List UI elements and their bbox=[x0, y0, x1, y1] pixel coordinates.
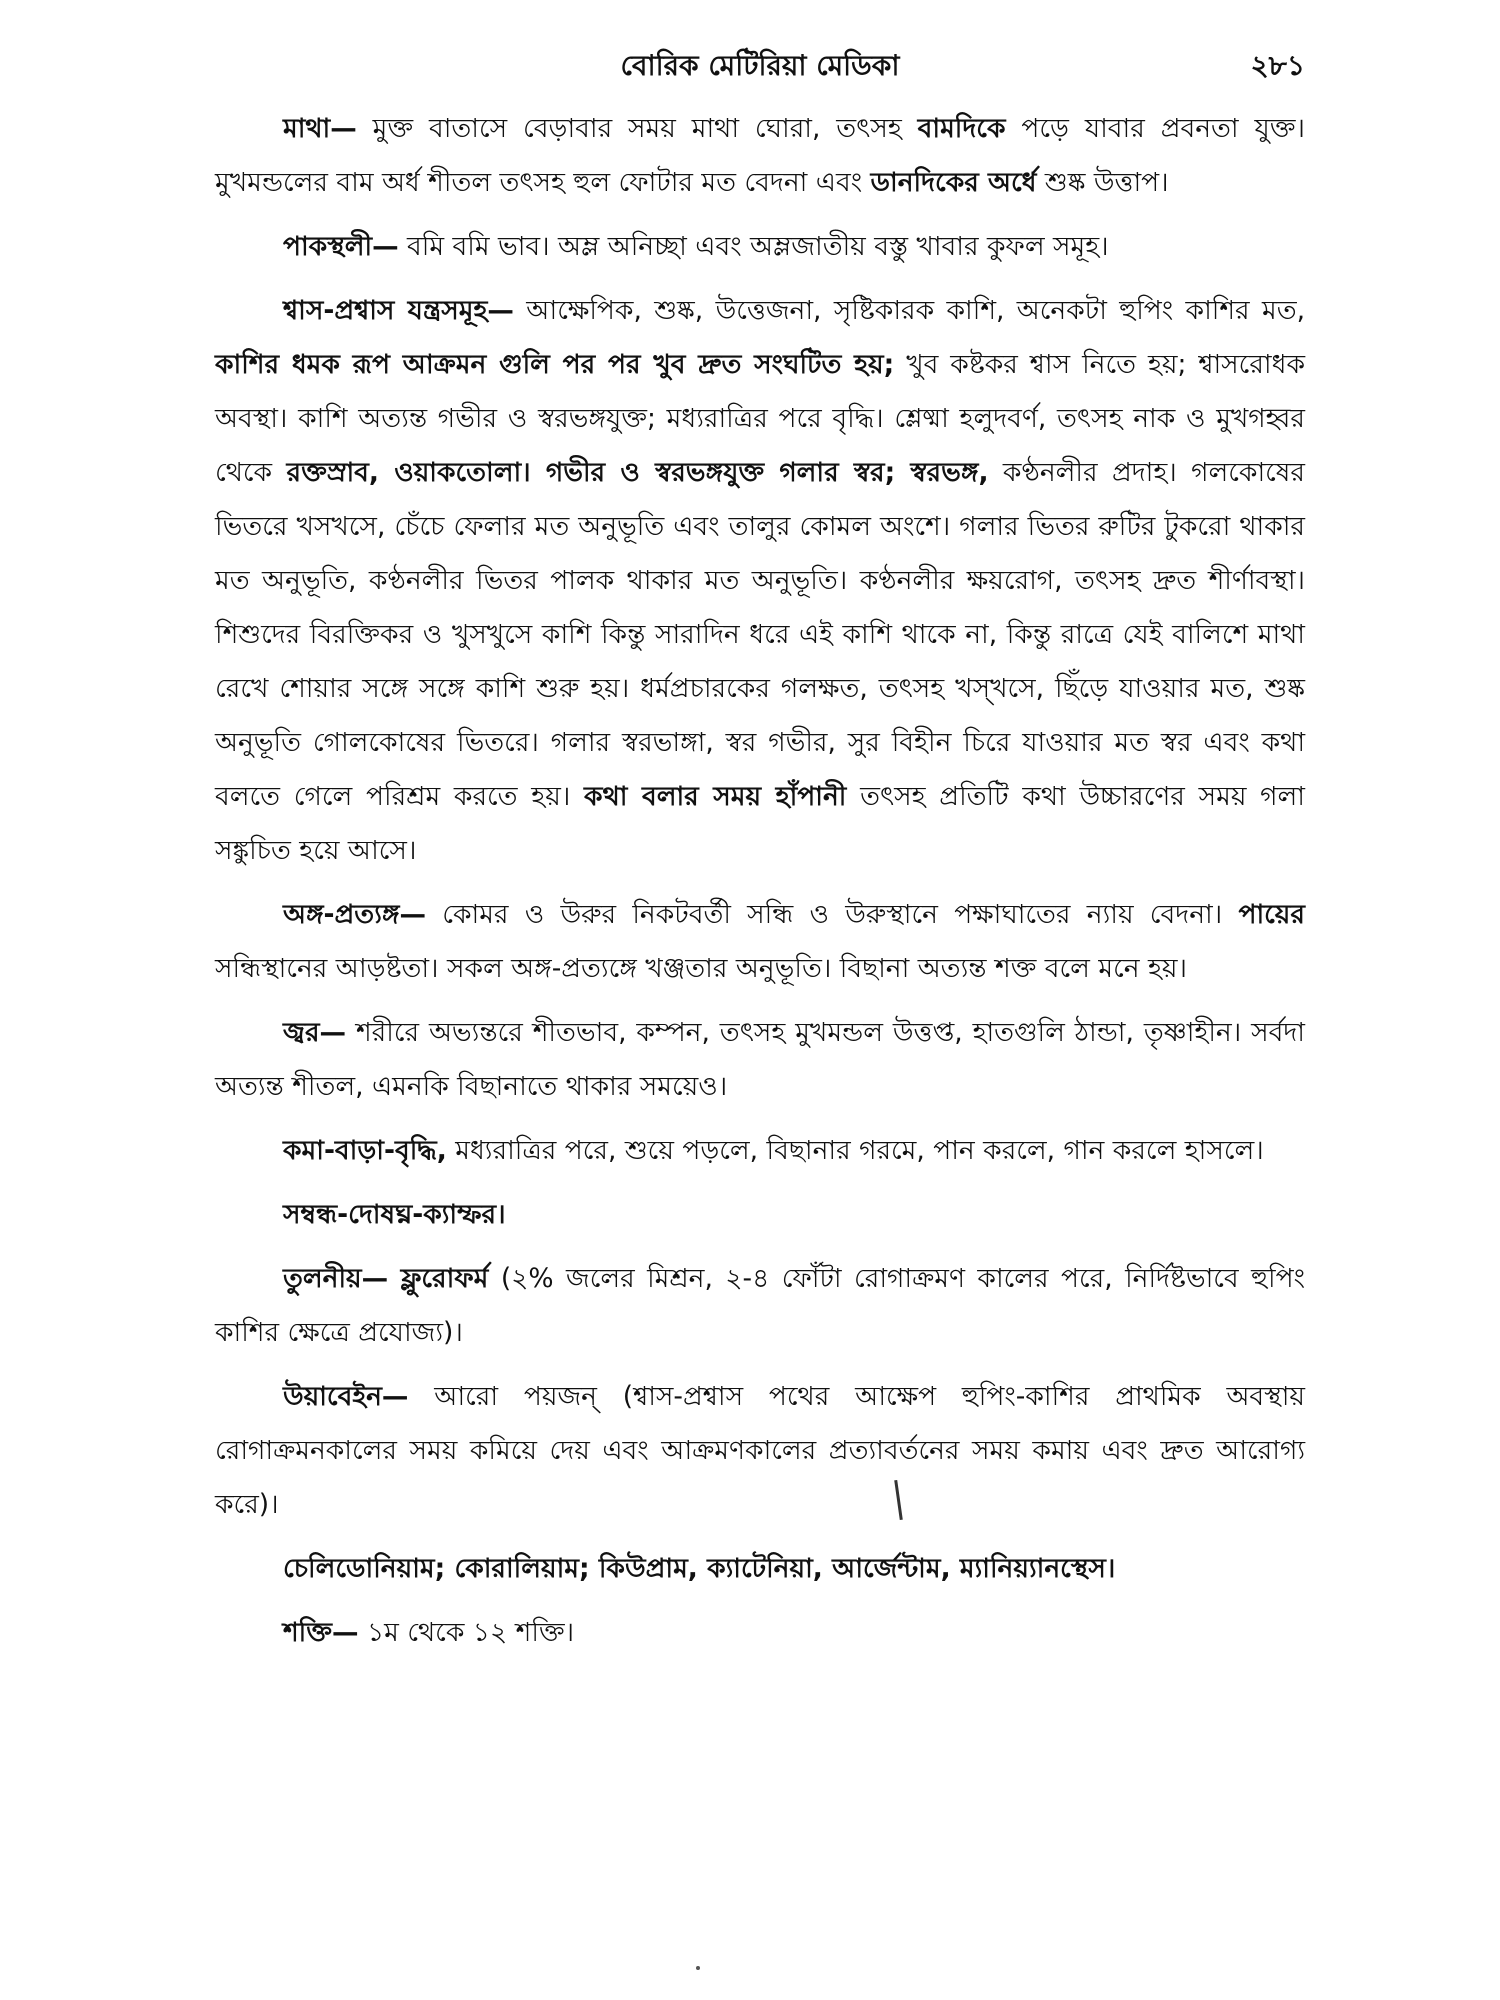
section-text: মুক্ত বাতাসে বেড়াবার সময় মাথা ঘোরা, তৎসহ bbox=[356, 113, 918, 144]
section-text: ১ম থেকে ১২ শক্তি। bbox=[358, 1617, 575, 1648]
section-fever bbox=[215, 1006, 1305, 1114]
section-compare bbox=[215, 1252, 1305, 1360]
section-emphasis: কাশির ধমক রূপ আক্রমন গুলি পর পর খুব দ্রুত সংঘটিত হয়; bbox=[215, 349, 895, 380]
section-text: কোমর ও উরুর নিকটবর্তী সন্ধি ও উরুস্থানে পক্ষাঘাতের ন্যায় বেদনা। bbox=[425, 899, 1239, 930]
section-text: খুব কষ্টকর শ্বাস নিতে হয়; শ্বাসরোধক অবস্থা। কাশি অত্যন্ত গভীর ও স্বরভঙ্গযুক্ত; মধ্যরাত্রির পরে বৃদ্ধি। শ্লেষ্মা হলুদবর্ণ, তৎসহ নাক ও মুখগহ্বর থেকে bbox=[215, 349, 1305, 488]
scan-speck bbox=[696, 1966, 700, 1970]
section-emphasis: রক্তস্রাব, ওয়াকতোলা। গভীর ও স্বরভঙ্গযুক্ত গলার স্বর; স্বরভঙ্গ, bbox=[286, 457, 989, 488]
section-heading: কমা-বাড়া-বৃদ্ধি, bbox=[283, 1135, 447, 1166]
section-text: পড়ে যাবার প্রবনতা যুক্ত। মুখমন্ডলের বাম অর্ধ শীতল তৎসহ হুল ফোটার মত বেদনা এবং bbox=[215, 113, 1305, 198]
section-emphasis: ফ্লুরোফর্ম bbox=[400, 1263, 489, 1294]
page-header bbox=[215, 44, 1305, 94]
section-text: সন্ধিস্থানের আড়ষ্টতা। সকল অঙ্গ-প্রত্যঙ্গে খঞ্জতার অনুভূতি। বিছানা অত্যন্ত শক্ত বলে মনে হয়। bbox=[215, 953, 1187, 984]
section-relations bbox=[215, 1188, 1305, 1242]
section-heading: শ্বাস-প্রশ্বাস যন্ত্রসমূহ— bbox=[283, 295, 514, 326]
section-heading: জ্বর— bbox=[283, 1017, 347, 1048]
section-emphasis: পায়ের bbox=[1238, 899, 1305, 930]
page-number: ২৮১ bbox=[1250, 49, 1305, 82]
section-heading: অঙ্গ-প্রত্যঙ্গ— bbox=[283, 899, 426, 930]
section-heading: মাথা— bbox=[283, 113, 357, 144]
section-related-remedies bbox=[215, 1542, 1305, 1596]
running-title: বোরিক মেটিরিয়া মেডিকা bbox=[620, 49, 900, 82]
section-text: তৎসহ প্রতিটি কথা উচ্চারণের সময় গলা সঙ্কুচিত হয়ে আসে। bbox=[215, 781, 1305, 866]
section-respiratory bbox=[215, 284, 1305, 878]
section-text: মধ্যরাত্রির পরে, শুয়ে পড়লে, বিছানার গরমে, পান করলে, গান করলে হাসলে। bbox=[446, 1135, 1264, 1166]
section-text: (২% জলের মিশ্রন, ২-৪ ফোঁটা রোগাক্রমণ কালের পরে, নির্দিষ্টভাবে হুপিং কাশির ক্ষেত্রে প্রযোজ্য)। bbox=[215, 1263, 1305, 1348]
section-potency bbox=[215, 1606, 1305, 1660]
section-modalities bbox=[215, 1124, 1305, 1178]
section-stomach bbox=[215, 220, 1305, 274]
section-heading: সম্বন্ধ-দোষঘ্ন-ক্যাম্ফর। bbox=[283, 1199, 506, 1230]
section-emphasis: ডানদিকের অর্ধে bbox=[870, 167, 1037, 198]
section-ouabain bbox=[215, 1370, 1305, 1532]
section-limbs bbox=[215, 888, 1305, 996]
section-head bbox=[215, 102, 1305, 210]
section-heading: পাকস্থলী— bbox=[283, 231, 399, 262]
section-text: বমি বমি ভাব। অম্ল অনিচ্ছা এবং অম্লজাতীয় বস্তু খাবার কুফল সমূহ। bbox=[398, 231, 1109, 262]
section-text: আক্ষেপিক, শুষ্ক, উত্তেজনা, সৃষ্টিকারক কাশি, অনেকটা হুপিং কাশির মত, bbox=[513, 295, 1306, 326]
section-heading: চেলিডোনিয়াম; কোরালিয়াম; কিউপ্রাম, ক্যাটেনিয়া, আর্জেন্টাম, ম্যানিয়্যানস্থেস। bbox=[283, 1553, 1116, 1584]
section-emphasis: কথা বলার সময় হাঁপানী bbox=[584, 781, 847, 812]
section-heading: উয়াবেইন— bbox=[283, 1381, 409, 1412]
section-heading: শক্তি— bbox=[283, 1617, 359, 1648]
section-text: কণ্ঠনলীর প্রদাহ। গলকোষের ভিতরে খসখসে, চেঁচে ফেলার মত অনুভূতি এবং তালুর কোমল অংশে। গলার ভিতর রুটির টুকরো থাকার মত অনুভূতি, কণ্ঠনলীর ভিতর পালক থাকার মত অনুভূতি। কণ্ঠনলীর ক্ষয়রোগ, তৎসহ দ্রুত শীর্ণাবস্থা। শিশুদের বিরক্তিকর ও খুসখুসে কাশি কিন্তু সারাদিন ধরে এই কাশি থাকে না, কিন্তু রাত্রে যেই বালিশে মাথা রেখে শোয়ার সঙ্গে সঙ্গে কাশি শুরু হয়। ধর্মপ্রচারকের গলক্ষত, তৎসহ খস্‌খসে, ছিঁড়ে যাওয়ার মত, শুষ্ক অনুভূতি গোলকোষের ভিতরে। গলার স্বরভাঙ্গা, স্বর গভীর, সুর বিহীন চিরে যাওয়ার মত স্বর এবং কথা বলতে গেলে পরিশ্রম করতে হয়। bbox=[215, 457, 1305, 812]
section-text bbox=[388, 1263, 400, 1294]
section-emphasis: বামদিকে bbox=[917, 113, 1006, 144]
section-text: আরো পয়জন্‌ (শ্বাস-প্রশ্বাস পথের আক্ষেপ হুপিং-কাশির প্রাথমিক অবস্থায় রোগাক্রমনকালের সময় কমিয়ে দেয় এবং আক্রমণকালের প্রত্যাবর্তনের সময় কমায় এবং দ্রুত আরোগ্য করে)। bbox=[215, 1381, 1305, 1520]
section-heading: তুলনীয়— bbox=[283, 1263, 389, 1294]
page-content bbox=[215, 102, 1305, 1670]
section-text: শুষ্ক উত্তাপ। bbox=[1036, 167, 1169, 198]
section-text: শরীরে অভ্যন্তরে শীতভাব, কম্পন, তৎসহ মুখমন্ডল উত্তপ্ত, হাতগুলি ঠান্ডা, তৃষ্ণাহীন। সর্বদা অত্যন্ত শীতল, এমনকি বিছানাতে থাকার সময়েও। bbox=[215, 1017, 1305, 1102]
